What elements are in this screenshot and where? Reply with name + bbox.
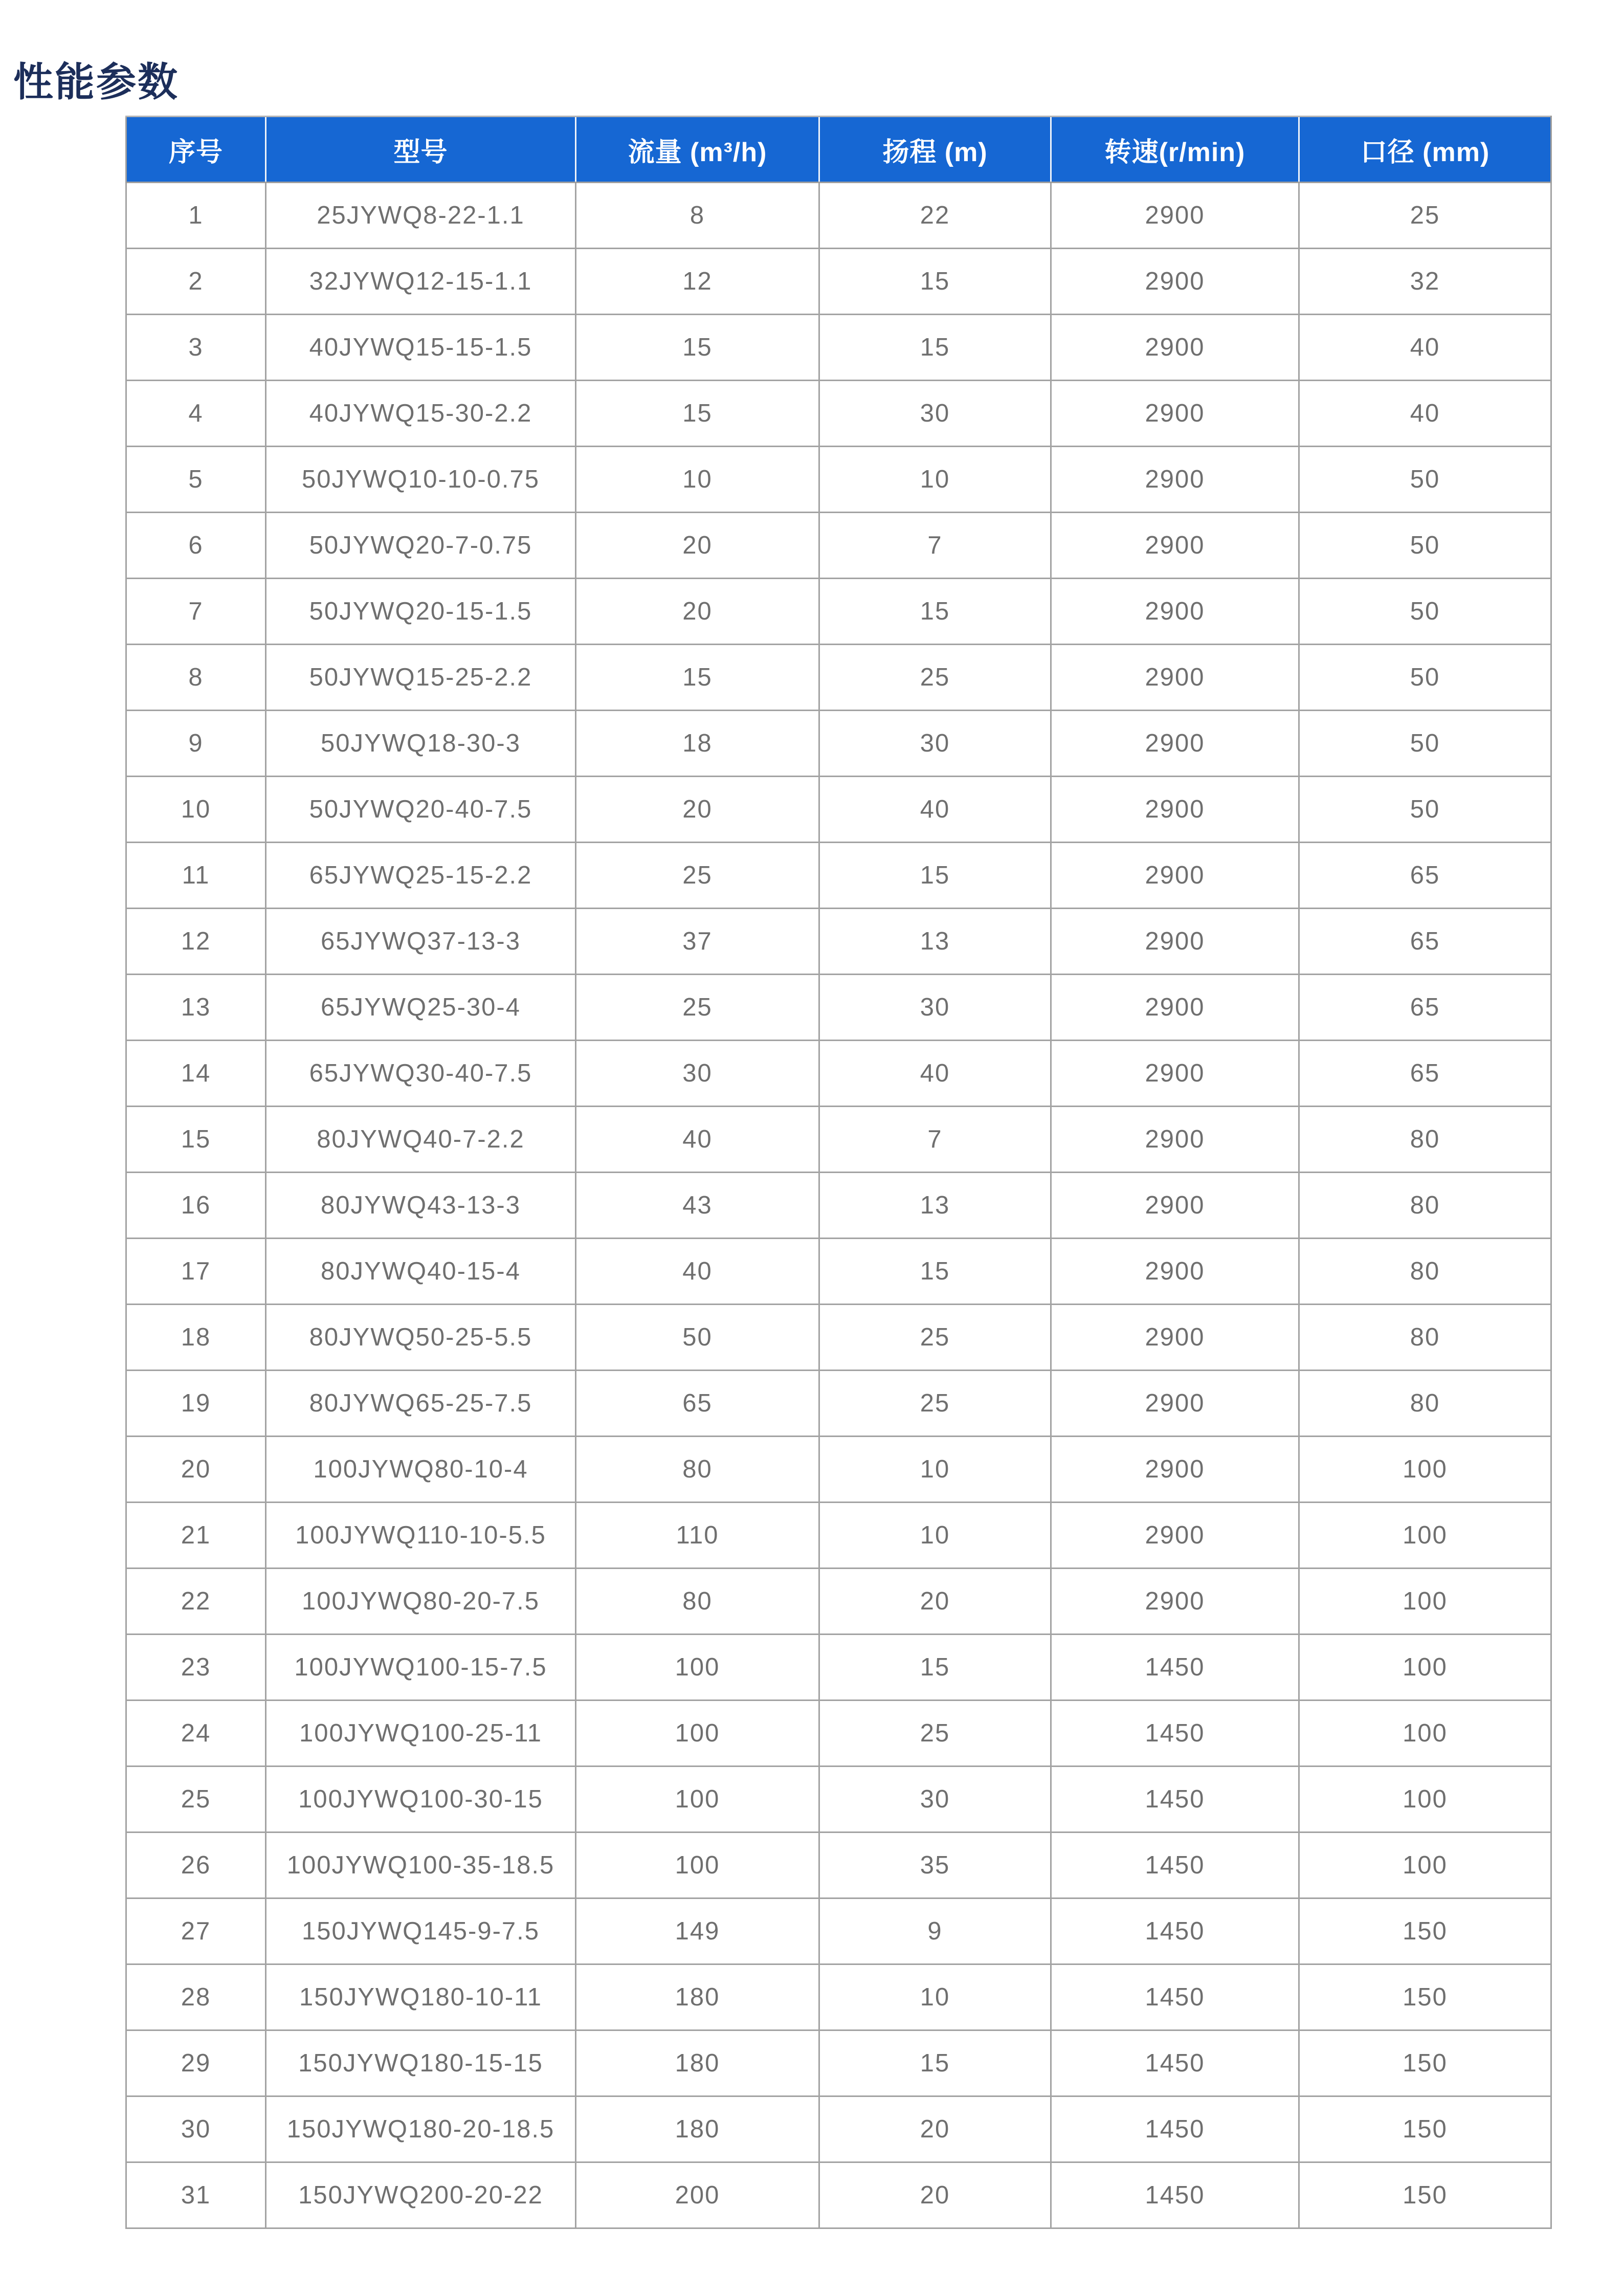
cell-flow: 100 [576, 1635, 819, 1701]
cell-speed: 1450 [1051, 1833, 1299, 1898]
cell-serial: 21 [126, 1503, 266, 1569]
cell-serial: 4 [126, 381, 266, 447]
cell-head: 22 [819, 183, 1051, 249]
cell-diameter: 40 [1299, 315, 1551, 381]
cell-speed: 1450 [1051, 1767, 1299, 1833]
cell-head: 13 [819, 1173, 1051, 1239]
column-header-flow: 流量 (m³/h) [576, 117, 819, 183]
cell-model: 32JYWQ12-15-1.1 [266, 249, 576, 315]
cell-flow: 20 [576, 513, 819, 579]
table-row [126, 579, 1551, 645]
cell-serial: 16 [126, 1173, 266, 1239]
cell-diameter: 150 [1299, 2096, 1551, 2162]
cell-diameter: 50 [1299, 645, 1551, 711]
cell-model: 100JYWQ80-10-4 [266, 1437, 576, 1503]
cell-speed: 2900 [1051, 909, 1299, 975]
cell-head: 20 [819, 1569, 1051, 1635]
cell-flow: 18 [576, 711, 819, 777]
cell-flow: 15 [576, 315, 819, 381]
cell-flow: 30 [576, 1041, 819, 1107]
cell-serial: 11 [126, 843, 266, 909]
cell-model: 150JYWQ200-20-22 [266, 2162, 576, 2228]
cell-diameter: 100 [1299, 1635, 1551, 1701]
cell-speed: 2900 [1051, 1041, 1299, 1107]
cell-serial: 18 [126, 1305, 266, 1371]
cell-speed: 1450 [1051, 1964, 1299, 2030]
cell-model: 65JYWQ30-40-7.5 [266, 1041, 576, 1107]
table-row [126, 711, 1551, 777]
column-header-head: 扬程 (m) [819, 117, 1051, 183]
cell-diameter: 100 [1299, 1701, 1551, 1767]
cell-speed: 2900 [1051, 1371, 1299, 1437]
cell-serial: 9 [126, 711, 266, 777]
cell-flow: 25 [576, 843, 819, 909]
cell-head: 20 [819, 2096, 1051, 2162]
cell-speed: 2900 [1051, 975, 1299, 1041]
table-row [126, 1898, 1551, 1964]
cell-diameter: 32 [1299, 249, 1551, 315]
cell-speed: 2900 [1051, 249, 1299, 315]
table-row [126, 249, 1551, 315]
cell-head: 15 [819, 1239, 1051, 1305]
cell-head: 30 [819, 711, 1051, 777]
cell-model: 40JYWQ15-30-2.2 [266, 381, 576, 447]
table-row [126, 1305, 1551, 1371]
cell-flow: 8 [576, 183, 819, 249]
cell-serial: 13 [126, 975, 266, 1041]
cell-serial: 27 [126, 1898, 266, 1964]
cell-flow: 180 [576, 1964, 819, 2030]
cell-speed: 2900 [1051, 1437, 1299, 1503]
cell-diameter: 80 [1299, 1305, 1551, 1371]
cell-head: 13 [819, 909, 1051, 975]
cell-serial: 8 [126, 645, 266, 711]
cell-serial: 23 [126, 1635, 266, 1701]
cell-serial: 15 [126, 1107, 266, 1173]
cell-speed: 2900 [1051, 315, 1299, 381]
cell-model: 65JYWQ37-13-3 [266, 909, 576, 975]
cell-flow: 15 [576, 645, 819, 711]
cell-model: 100JYWQ100-25-11 [266, 1701, 576, 1767]
cell-model: 65JYWQ25-15-2.2 [266, 843, 576, 909]
cell-flow: 20 [576, 777, 819, 843]
cell-head: 30 [819, 1767, 1051, 1833]
table-row [126, 513, 1551, 579]
table-row [126, 1371, 1551, 1437]
cell-head: 40 [819, 777, 1051, 843]
cell-flow: 43 [576, 1173, 819, 1239]
cell-model: 40JYWQ15-15-1.5 [266, 315, 576, 381]
cell-speed: 2900 [1051, 1503, 1299, 1569]
cell-serial: 22 [126, 1569, 266, 1635]
cell-model: 150JYWQ180-15-15 [266, 2030, 576, 2096]
cell-head: 15 [819, 249, 1051, 315]
cell-flow: 50 [576, 1305, 819, 1371]
cell-model: 50JYWQ10-10-0.75 [266, 447, 576, 513]
cell-head: 15 [819, 843, 1051, 909]
cell-flow: 40 [576, 1239, 819, 1305]
cell-serial: 6 [126, 513, 266, 579]
cell-flow: 65 [576, 1371, 819, 1437]
table-row [126, 1569, 1551, 1635]
cell-speed: 1450 [1051, 2096, 1299, 2162]
cell-serial: 5 [126, 447, 266, 513]
cell-flow: 40 [576, 1107, 819, 1173]
cell-speed: 2900 [1051, 381, 1299, 447]
cell-model: 150JYWQ145-9-7.5 [266, 1898, 576, 1964]
cell-diameter: 100 [1299, 1503, 1551, 1569]
cell-speed: 1450 [1051, 1635, 1299, 1701]
cell-flow: 37 [576, 909, 819, 975]
cell-head: 7 [819, 513, 1051, 579]
cell-head: 25 [819, 1371, 1051, 1437]
cell-serial: 31 [126, 2162, 266, 2228]
cell-head: 25 [819, 645, 1051, 711]
cell-serial: 12 [126, 909, 266, 975]
cell-model: 100JYWQ100-30-15 [266, 1767, 576, 1833]
page-title: 性能参数 [13, 59, 180, 105]
cell-flow: 10 [576, 447, 819, 513]
cell-speed: 1450 [1051, 2162, 1299, 2228]
cell-model: 100JYWQ110-10-5.5 [266, 1503, 576, 1569]
cell-diameter: 150 [1299, 1964, 1551, 2030]
cell-diameter: 80 [1299, 1371, 1551, 1437]
cell-serial: 28 [126, 1964, 266, 2030]
cell-serial: 7 [126, 579, 266, 645]
cell-speed: 2900 [1051, 1239, 1299, 1305]
cell-diameter: 150 [1299, 1898, 1551, 1964]
cell-model: 80JYWQ50-25-5.5 [266, 1305, 576, 1371]
cell-flow: 180 [576, 2030, 819, 2096]
cell-flow: 100 [576, 1701, 819, 1767]
cell-head: 40 [819, 1041, 1051, 1107]
cell-speed: 2900 [1051, 579, 1299, 645]
cell-serial: 10 [126, 777, 266, 843]
column-header-serial: 序号 [126, 117, 266, 183]
cell-speed: 2900 [1051, 711, 1299, 777]
cell-serial: 24 [126, 1701, 266, 1767]
cell-diameter: 100 [1299, 1833, 1551, 1898]
cell-head: 20 [819, 2162, 1051, 2228]
cell-speed: 2900 [1051, 513, 1299, 579]
cell-model: 50JYWQ20-40-7.5 [266, 777, 576, 843]
column-header-speed: 转速(r/min) [1051, 117, 1299, 183]
cell-flow: 100 [576, 1833, 819, 1898]
cell-head: 30 [819, 381, 1051, 447]
cell-serial: 14 [126, 1041, 266, 1107]
cell-model: 80JYWQ40-7-2.2 [266, 1107, 576, 1173]
table-body [126, 183, 1551, 2228]
table-row [126, 1173, 1551, 1239]
column-header-model: 型号 [266, 117, 576, 183]
cell-model: 50JYWQ20-15-1.5 [266, 579, 576, 645]
cell-serial: 26 [126, 1833, 266, 1898]
table-row [126, 2096, 1551, 2162]
cell-diameter: 50 [1299, 711, 1551, 777]
table-row [126, 2030, 1551, 2096]
cell-diameter: 80 [1299, 1239, 1551, 1305]
cell-model: 150JYWQ180-10-11 [266, 1964, 576, 2030]
cell-flow: 25 [576, 975, 819, 1041]
cell-serial: 2 [126, 249, 266, 315]
table-row [126, 645, 1551, 711]
table-row [126, 2162, 1551, 2228]
cell-flow: 149 [576, 1898, 819, 1964]
table-row [126, 909, 1551, 975]
cell-speed: 2900 [1051, 447, 1299, 513]
cell-model: 50JYWQ18-30-3 [266, 711, 576, 777]
table-row [126, 1041, 1551, 1107]
cell-speed: 1450 [1051, 1898, 1299, 1964]
cell-model: 50JYWQ15-25-2.2 [266, 645, 576, 711]
cell-head: 35 [819, 1833, 1051, 1898]
cell-model: 80JYWQ43-13-3 [266, 1173, 576, 1239]
cell-model: 50JYWQ20-7-0.75 [266, 513, 576, 579]
cell-flow: 20 [576, 579, 819, 645]
table-row [126, 447, 1551, 513]
cell-flow: 15 [576, 381, 819, 447]
cell-speed: 2900 [1051, 645, 1299, 711]
cell-diameter: 100 [1299, 1767, 1551, 1833]
cell-head: 30 [819, 975, 1051, 1041]
table-row [126, 843, 1551, 909]
cell-flow: 12 [576, 249, 819, 315]
table-row [126, 1964, 1551, 2030]
cell-diameter: 50 [1299, 447, 1551, 513]
cell-diameter: 50 [1299, 579, 1551, 645]
cell-speed: 2900 [1051, 1305, 1299, 1371]
cell-diameter: 100 [1299, 1569, 1551, 1635]
cell-diameter: 40 [1299, 381, 1551, 447]
cell-head: 25 [819, 1701, 1051, 1767]
cell-serial: 19 [126, 1371, 266, 1437]
cell-model: 100JYWQ80-20-7.5 [266, 1569, 576, 1635]
cell-flow: 80 [576, 1437, 819, 1503]
cell-flow: 100 [576, 1767, 819, 1833]
cell-flow: 80 [576, 1569, 819, 1635]
cell-model: 80JYWQ65-25-7.5 [266, 1371, 576, 1437]
table-row [126, 315, 1551, 381]
cell-serial: 29 [126, 2030, 266, 2096]
header-row [126, 117, 1551, 183]
cell-speed: 1450 [1051, 1701, 1299, 1767]
cell-diameter: 80 [1299, 1107, 1551, 1173]
cell-serial: 17 [126, 1239, 266, 1305]
table-row [126, 1437, 1551, 1503]
cell-serial: 30 [126, 2096, 266, 2162]
cell-diameter: 50 [1299, 513, 1551, 579]
cell-head: 7 [819, 1107, 1051, 1173]
cell-speed: 1450 [1051, 2030, 1299, 2096]
cell-diameter: 150 [1299, 2030, 1551, 2096]
cell-diameter: 65 [1299, 975, 1551, 1041]
cell-head: 25 [819, 1305, 1051, 1371]
cell-speed: 2900 [1051, 1173, 1299, 1239]
table-row [126, 975, 1551, 1041]
table-row [126, 183, 1551, 249]
table-row [126, 1239, 1551, 1305]
cell-flow: 200 [576, 2162, 819, 2228]
cell-model: 100JYWQ100-15-7.5 [266, 1635, 576, 1701]
cell-head: 10 [819, 1503, 1051, 1569]
cell-diameter: 65 [1299, 1041, 1551, 1107]
cell-serial: 20 [126, 1437, 266, 1503]
cell-model: 100JYWQ100-35-18.5 [266, 1833, 576, 1898]
table-row [126, 1833, 1551, 1898]
cell-diameter: 80 [1299, 1173, 1551, 1239]
cell-speed: 2900 [1051, 777, 1299, 843]
cell-head: 15 [819, 315, 1051, 381]
cell-diameter: 65 [1299, 843, 1551, 909]
table-row [126, 1107, 1551, 1173]
cell-head: 10 [819, 1437, 1051, 1503]
column-header-diameter: 口径 (mm) [1299, 117, 1551, 183]
cell-speed: 2900 [1051, 1569, 1299, 1635]
cell-model: 25JYWQ8-22-1.1 [266, 183, 576, 249]
table-row [126, 1767, 1551, 1833]
cell-diameter: 100 [1299, 1437, 1551, 1503]
cell-diameter: 65 [1299, 909, 1551, 975]
cell-serial: 1 [126, 183, 266, 249]
table-row [126, 381, 1551, 447]
cell-speed: 2900 [1051, 183, 1299, 249]
cell-diameter: 150 [1299, 2162, 1551, 2228]
cell-diameter: 25 [1299, 183, 1551, 249]
cell-head: 9 [819, 1898, 1051, 1964]
cell-flow: 110 [576, 1503, 819, 1569]
table-row [126, 777, 1551, 843]
cell-diameter: 50 [1299, 777, 1551, 843]
cell-model: 150JYWQ180-20-18.5 [266, 2096, 576, 2162]
cell-model: 80JYWQ40-15-4 [266, 1239, 576, 1305]
cell-head: 10 [819, 447, 1051, 513]
cell-head: 15 [819, 579, 1051, 645]
cell-serial: 3 [126, 315, 266, 381]
table-row [126, 1503, 1551, 1569]
performance-table [125, 116, 1552, 2229]
table-header [126, 117, 1551, 183]
cell-serial: 25 [126, 1767, 266, 1833]
cell-speed: 2900 [1051, 843, 1299, 909]
cell-head: 15 [819, 2030, 1051, 2096]
table-row [126, 1635, 1551, 1701]
cell-head: 10 [819, 1964, 1051, 2030]
table-row [126, 1701, 1551, 1767]
cell-head: 15 [819, 1635, 1051, 1701]
cell-model: 65JYWQ25-30-4 [266, 975, 576, 1041]
cell-flow: 180 [576, 2096, 819, 2162]
cell-speed: 2900 [1051, 1107, 1299, 1173]
